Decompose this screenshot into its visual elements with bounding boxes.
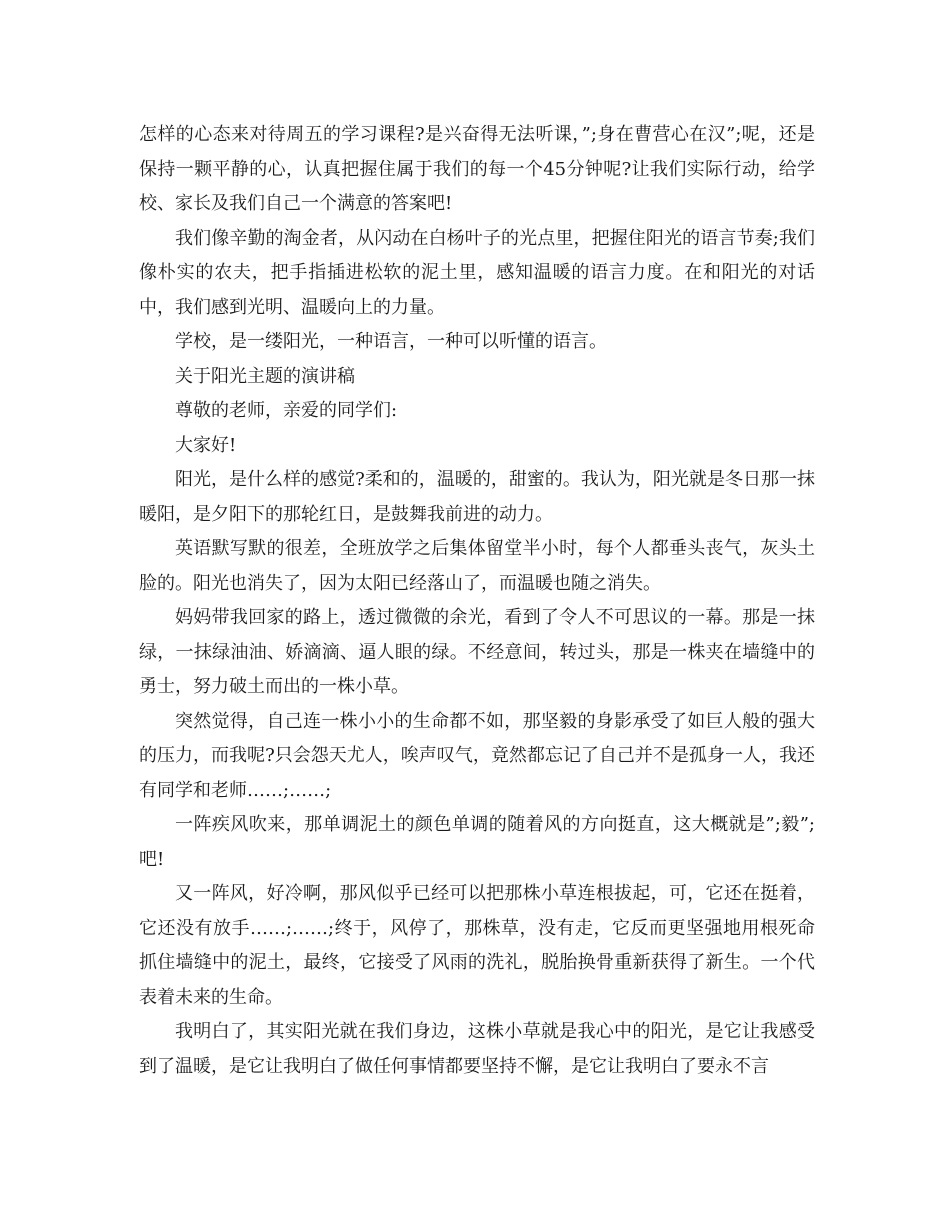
paragraph: 我们像辛勤的淘金者，从闪动在白杨叶子的光点里，把握住阳光的语言节奏;我们像朴实的农夫，把手指插进松软的泥土里，感知温暖的语言力度。在和阳光的对话中，我们感到光明、温暖向上的力量。 [139,227,815,318]
salutation: 尊敬的老师，亲爱的同学们: [175,400,398,421]
paragraph: 又一阵风，好冷啊，那风似乎已经可以把那株小草连根拔起，可，它还在挺着，它还没有放手……;……;终于，风停了，那株草，没有走，它反而更坚强地用根死命抓住墙缝中的泥土，最终，它接受了风雨的洗礼，脱胎换骨重新获得了新生。一个代表着未来的生命。 [139,883,815,1008]
paragraph: 一阵疾风吹来，那单调泥土的颜色单调的随着风的方向挺直，这大概就是”;毅”;吧! [139,814,815,870]
greeting: 大家好! [175,434,237,456]
paragraph: 突然觉得，自己连一株小小的生命都不如，那坚毅的身影承受了如巨人般的强大的压力，而我呢?只会怨天尤人，唉声叹气，竟然都忘记了自己并不是孤身一人，我还有同学和老师……;……; [139,710,815,801]
document-body [139,118,815,1084]
paragraph: 妈妈带我回家的路上，透过微微的余光，看到了令人不可思议的一幕。那是一抹绿，一抹绿油油、娇滴滴、逼人眼的绿。不经意间，转过头，那是一株夹在墙缝中的勇士，努力破土而出的一株小草。 [139,607,815,697]
paragraph: 英语默写默的很差，全班放学之后集体留堂半小时，每个人都垂头丧气，灰头土脸的。阳光也消失了，因为太阳已经落山了，而温暖也随之消失。 [139,538,815,594]
paragraph: 学校，是一缕阳光，一种语言，一种可以听懂的语言。 [175,331,607,352]
paragraph: 我明白了，其实阳光就在我们身边，这株小草就是我心中的阳光，是它让我感受到了温暖，是它让我明白了做任何事情都要坚持不懈，是它让我明白了要永不言 [139,1021,815,1077]
paragraph: 阳光，是什么样的感觉?柔和的，温暖的，甜蜜的。我认为，阳光就是冬日那一抹暖阳，是夕阳下的那轮红日，是鼓舞我前进的动力。 [139,469,815,525]
paragraph-continued: 怎样的心态来对待周五的学习课程?是兴奋得无法听课，”;身在曹营心在汉”;呢，还是保持一颗平静的心，认真把握住属于我们的每一个45分钟呢?让我们实际行动，给学校、家长及我们自己一个满意的答案吧! [139,124,815,214]
speech-title: 关于阳光主题的演讲稿 [175,365,355,387]
